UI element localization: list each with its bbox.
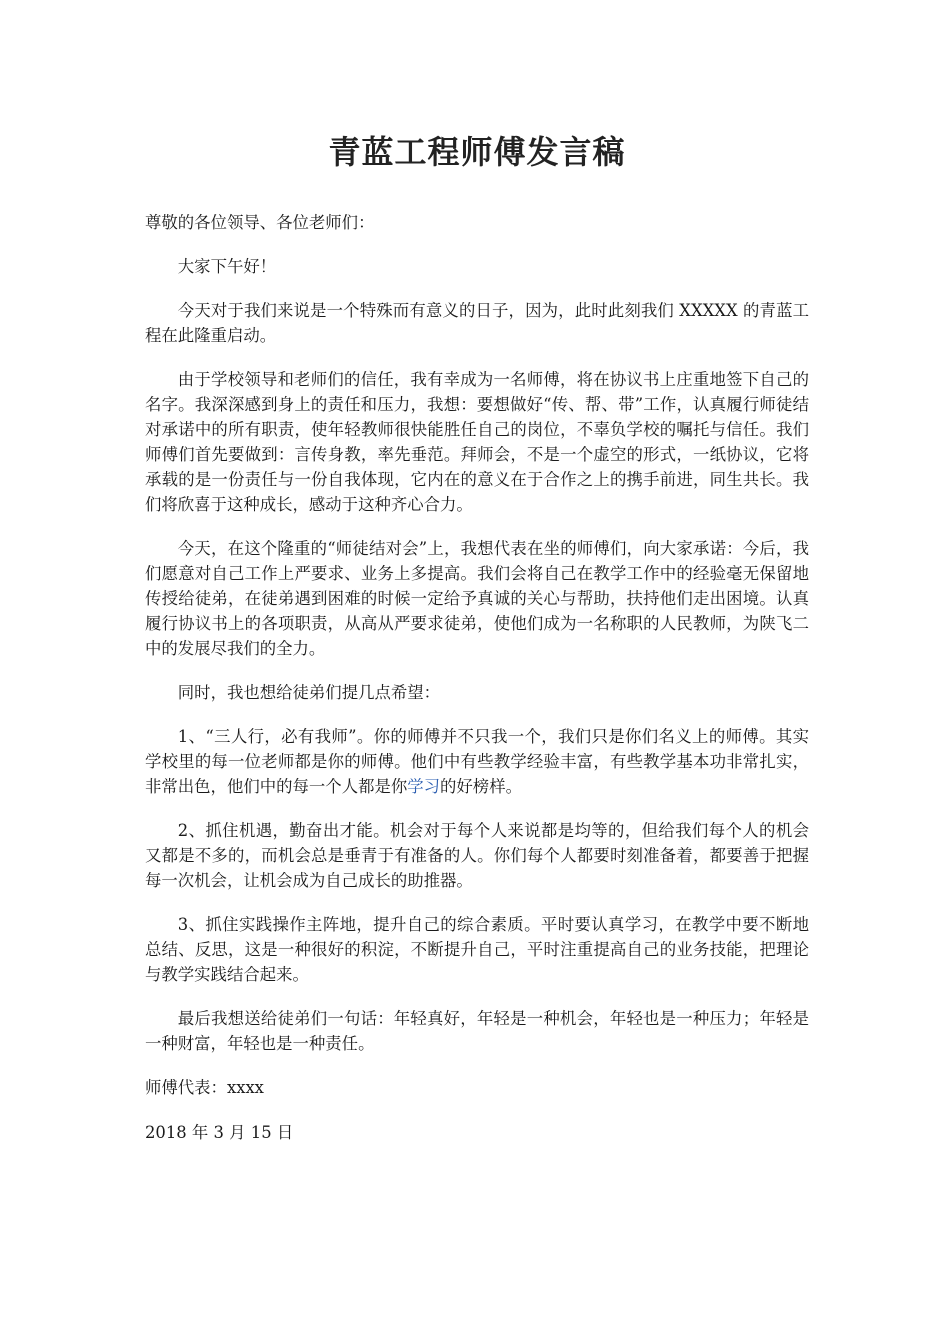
paragraph-5-text-before: 1、“三人行，必有我师”。你的师傅并不只我一个，我们只是你们名义上的师傅。其实学校里的每一位老师都是你的师傅。他们中有些教学经验丰富，有些教学基本功非常扎实，非常出色，他们中的每一个人都是你 [145,727,809,796]
document-title: 青蓝工程师傅发言稿 [328,133,626,171]
paragraph-5-text-after: 的好榜样。 [440,777,522,796]
paragraph-3: 今天，在这个隆重的“师徒结对会”上，我想代表在坐的师傅们，向大家承诺：今后，我们愿意对自己工作上严要求、业务上多提高。我们会将自己在教学工作中的经验毫无保留地传授给徒弟，在徒弟遇到困难的时候一定给予真诚的关心与帮助，扶持他们走出困境。认真履行协议书上的各项职责，从高从严要求徒弟，使他们成为一名称职的人民教师，为陕飞二中的发展尽我们的全力。 [145,539,809,658]
study-link[interactable]: 学习 [407,777,441,796]
greeting: 大家下午好！ [177,257,277,276]
paragraph-5 [145,724,809,799]
date: 2018 年 3 月 15 日 [145,1123,294,1142]
document-page [145,128,809,1164]
signature: 师傅代表：xxxx [145,1078,264,1097]
paragraph-7: 3、抓住实践操作主阵地，提升自己的综合素质。平时要认真学习，在教学中要不断地总结、反思，这是一种很好的积淀，不断提升自己，平时注重提高自己的业务技能，把理论与教学实践结合起来。 [145,915,809,984]
paragraph-4: 同时，我也想给徒弟们提几点希望： [177,683,441,702]
paragraph-6: 2、抓住机遇，勤奋出才能。机会对于每个人来说都是均等的，但给我们每个人的机会又都是不多的，而机会总是垂青于有准备的人。你们每个人都要时刻准备着，都要善于把握每一次机会，让机会成为自己成长的助推器。 [145,821,809,890]
paragraph-8: 最后我想送给徒弟们一句话：年轻真好，年轻是一种机会，年轻也是一种压力；年轻是一种财富，年轻也是一种责任。 [145,1009,809,1053]
paragraph-1: 今天对于我们来说是一个特殊而有意义的日子，因为，此时此刻我们 XXXXX 的青蓝工程在此隆重启动。 [145,301,809,345]
salutation: 尊敬的各位领导、各位老师们： [145,213,375,232]
paragraph-2: 由于学校领导和老师们的信任，我有幸成为一名师傅，将在协议书上庄重地签下自己的名字。我深深感到身上的责任和压力，我想：要想做好“传、帮、带”工作，认真履行师徒结对承诺中的所有职责，使年轻教师很快能胜任自己的岗位，不辜负学校的嘱托与信任。我们师傅们首先要做到：言传身教，率先垂范。拜师会，不是一个虚空的形式，一纸协议，它将承载的是一份责任与一份自我体现，它内在的意义在于合作之上的携手前进，同生共长。我们将欣喜于这种成长，感动于这种齐心合力。 [145,370,809,514]
